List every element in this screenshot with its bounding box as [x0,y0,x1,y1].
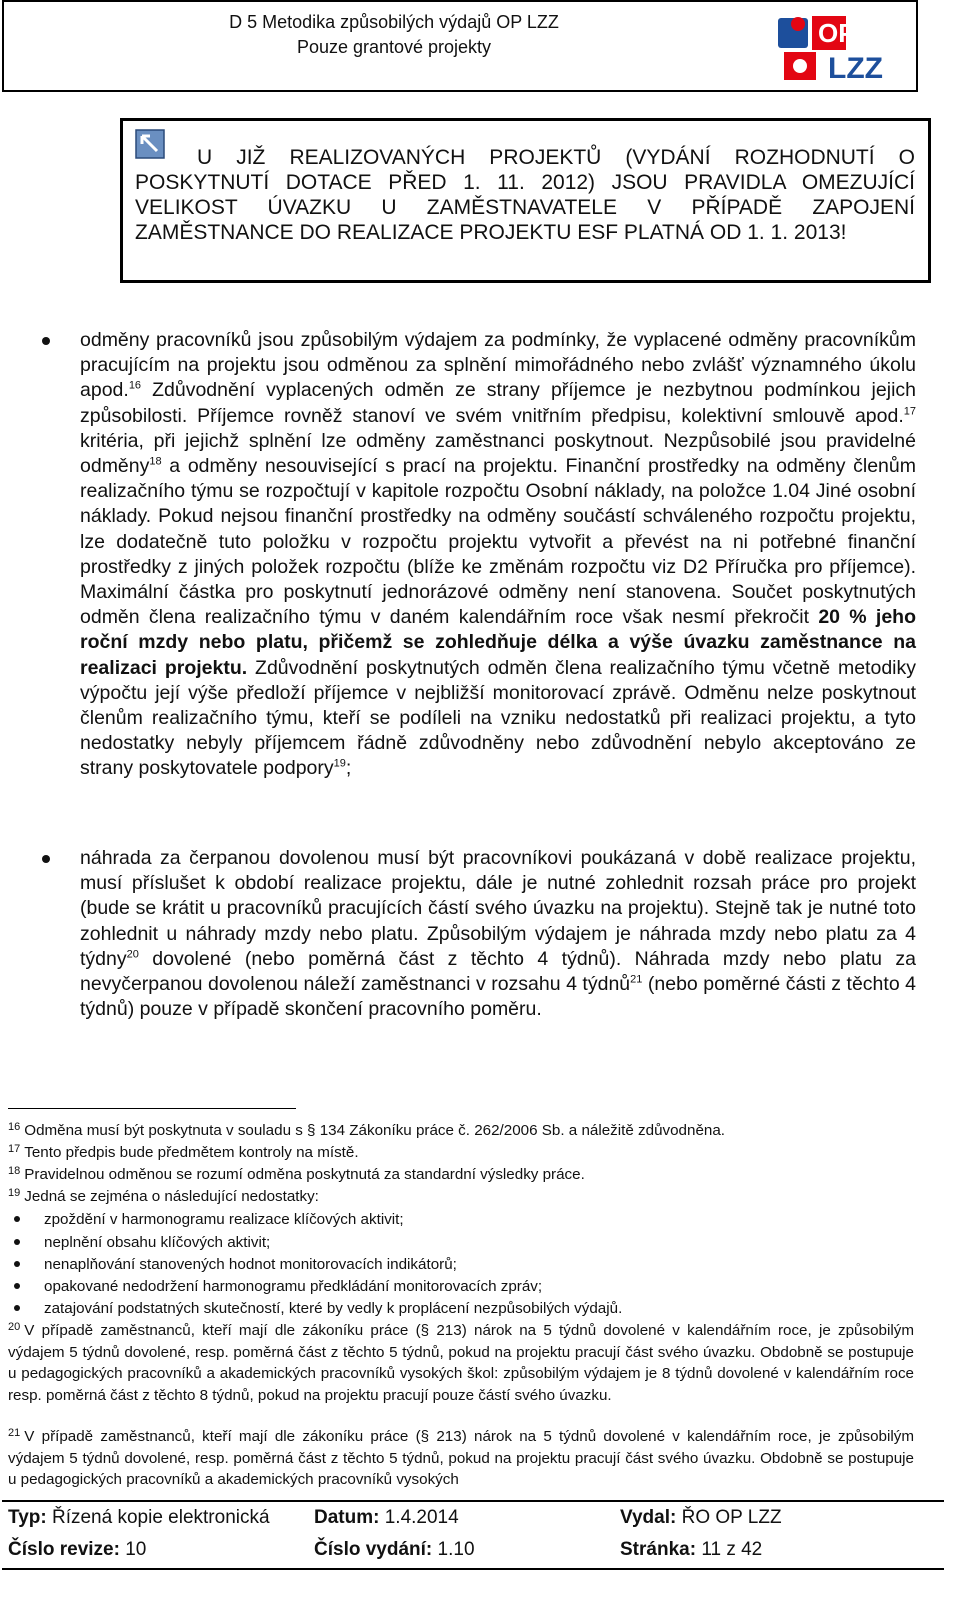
list-item-vacation: náhrada za čerpanou dovolenou musí být pracovníkovi poukázaná v době realizace projektu, musí příslušet k období realizace projektu, dále je nutné zohlednit rozsah práce pro projekt (bude se krátit u pracovníků pracujících částí svého úvazku na projektu). Stejně tak je nutné toto zohlednit u náhrady mzdy nebo platu. Způsobilým výdajem je náhrada mzdy nebo platu za 4 týdny$^{20}$ dovolené (nebo poměrná část z těchto 4 týdnů). Náhrada mzdy nebo platu za nevyčerpanou dovolenou náleží zaměstnanci v rozsahu 4 týdnů$^{21}$ (nebo poměrné části z těchto 4 týdnů) pouze v případě skončení pracovního poměru. [80,847,916,1021]
bullet-dot [42,855,50,863]
list-item-bonuses: odměny pracovníků jsou způsobilým výdajem za podmínky, že vyplacené odměny pracovníkům pracujícím na projektu jsou odměnou za splnění mimořádného nebo zvlášť významného úkolu apod.$^{16}$ Zdůvodnění vyplacených odměn ze strany příjemce je nezbytnou podmínkou jejich způsobilosti. Příjemce rovněž stanoví ve svém vnitřním předpisu, kolektivní smlouvě apod.$^{17}$ kritéria, při jejichž splnění lze odměny zaměstnanci poskytnout. Nezpůsobilé jsou pravidelné odměny$^{18}$ a odměny nesouvisející s prací na projektu. Finanční prostředky na odměny členům realizačního týmu se rozpočtují v kapitole rozpočtu Osobní náklady, na položce 1.04 Jiné osobní náklady. Pokud nejsou finanční prostředky na odměny součástí schváleného rozpočtu projektu, lze dodatečně tuto položku v rozpočtu projektu vytvořit a převést na ni potřebné finanční prostředky z jiných položek rozpočtu (blíže ke změnám rozpočtu viz D2 Příručka pro příjemce). Maximální částka pro poskytnutí jednorázové odměny není stanovena. Součet poskytnutých odměn člena realizačního týmu v daném kalendářním roce však nesmí překročit 20 % jeho roční mzdy nebo platu, přičemž se zohledňuje délka a výše úvazku zaměstnance na realizaci projektu. Zdůvodnění poskytnutých odměn člena realizačního týmu včetně metodiky výpočtu její výše předloží příjemce v nejbližší monitorovací zprávě. Odměnu nelze poskytnout členům realizačního týmu, kteří se podíleli na vzniku nedostatků při realizaci projektu, a tyto nedostatky nebyly příjemcem řádně zdůvodněny nebo zdůvodnění nebylo akceptováno ze strany poskytovatele podpory$^{19}$; [80,329,917,780]
footnote-ref[interactable]: 16 [128,379,142,392]
footnote-19-item: zpoždění v harmonogramu realizace klíčových aktivit; [44,1211,404,1228]
footer-page: Stránka: 11 z 42 [620,1539,763,1560]
op-lzz-logo [776,10,896,82]
bullet-dot [14,1216,20,1222]
footnote-19-item: neplnění obsahu klíčových aktivit; [44,1234,271,1251]
footer-type: Typ: Řízená kopie elektronická [8,1507,270,1528]
footnote-ref[interactable]: 18 [149,455,162,468]
bold-limit-text: 20 % jeho roční mzdy nebo platu, přičemž se zohledňuje délka a výše úvazku zaměstnance na realizaci projektu. [80,606,917,679]
header-title: D 5 Metodika způsobilých výdajů OP LZZ [229,12,559,32]
page-footer [2,1500,944,1570]
notice-box [120,118,931,283]
bullet-dot [14,1305,20,1311]
header-subtitle: Pouze grantové projekty [296,37,492,57]
bullet-dot [14,1283,20,1289]
footnote-17: $^{17}$ Tento předpis bude předmětem kontroly na místě. [8,1143,359,1161]
footnote-ref[interactable]: 17 [903,405,916,418]
footer-revision: Číslo revize: 10 [8,1539,147,1560]
footnote-18: $^{18}$ Pravidelnou odměnou se rozumí odměna poskytnutá za standardní výsledky práce. [8,1165,585,1183]
footnote-16: $^{16}$ Odměna musí být poskytnuta v souladu s § 134 Zákoníku práce č. 262/2006 Sb. a náležitě zdůvodněna. [8,1121,726,1139]
footnote-separator [8,1108,296,1109]
footnote-19-item: zatajování podstatných skutečností, které by vedly k proplácení nezpůsobilých výdajů. [44,1300,623,1317]
notice-text: U JIŽ REALIZOVANÝCH PROJEKTŮ (VYDÁNÍ ROZHODNUTÍ O POSKYTNUTÍ DOTACE PŘED 1. 11. 2012) JSOU PRAVIDLA OMEZUJÍCÍ VELIKOST ÚVAZKU U ZAMĚSTNAVATELE V PŘÍPADĚ ZAPOJENÍ ZAMĚSTNANCE DO REALIZACE PROJEKTU ESF PLATNÁ OD 1. 1. 2013! [135,146,915,244]
bullet-dot [14,1239,20,1245]
footnote-21: $^{21}$ V případě zaměstnanců, kteří mají dle zákoníku práce (§ 213) nárok na 5 týdnů dovolené v kalendářním roce, je způsobilým výdajem 5 týdnů dovolené, resp. poměrná část z těchto 5 týdnů, pokud na projektu pracují část svého úvazku. Obdobně se postupuje u pedagogických pracovníků a akademických pracovníků vysokých [8,1427,914,1489]
bullet-dot [42,337,50,345]
footer-issue: Číslo vydání: 1.10 [314,1539,475,1560]
page-header [2,0,918,92]
header-titles [4,10,784,60]
footnote-ref[interactable]: 20 [126,948,139,961]
footnote-ref[interactable]: 19 [333,757,346,770]
svg-text:OP: OP [818,18,856,48]
footer-issuer: Vydal: ŘO OP LZZ [620,1507,782,1528]
footnote-ref[interactable]: 21 [630,973,643,986]
footnote-19-item: opakované nedodržení harmonogramu předkládání monitorovacích zpráv; [44,1278,543,1295]
footnote-19-item: nenaplňování stanovených hodnot monitorovacích indikátorů; [44,1256,457,1273]
footer-date: Datum: 1.4.2014 [314,1507,459,1528]
footnote-19: $^{19}$ Jedná se zejména o následující nedostatky: [8,1187,319,1205]
footnote-20: $^{20}$ V případě zaměstnanců, kteří mají dle zákoníku práce (§ 213) nárok na 5 týdnů dovolené v kalendářním roce, je způsobilým výdajem 5 týdnů dovolené, resp. poměrná část z těchto 5 týdnů, pokud na projektu pracují část svého úvazku. Obdobně se postupuje u pedagogických pracovníků a akademických pracovníků vysokých škol: způsobilým výdajem je 8 týdnů dovolené v kalendářním roce resp. poměrná část z těchto 8 týdnů, pokud na projektu pracují pouze částí svého úvazku. [8,1321,914,1404]
bullet-dot [14,1261,20,1267]
svg-text:LZZ: LZZ [828,52,883,82]
